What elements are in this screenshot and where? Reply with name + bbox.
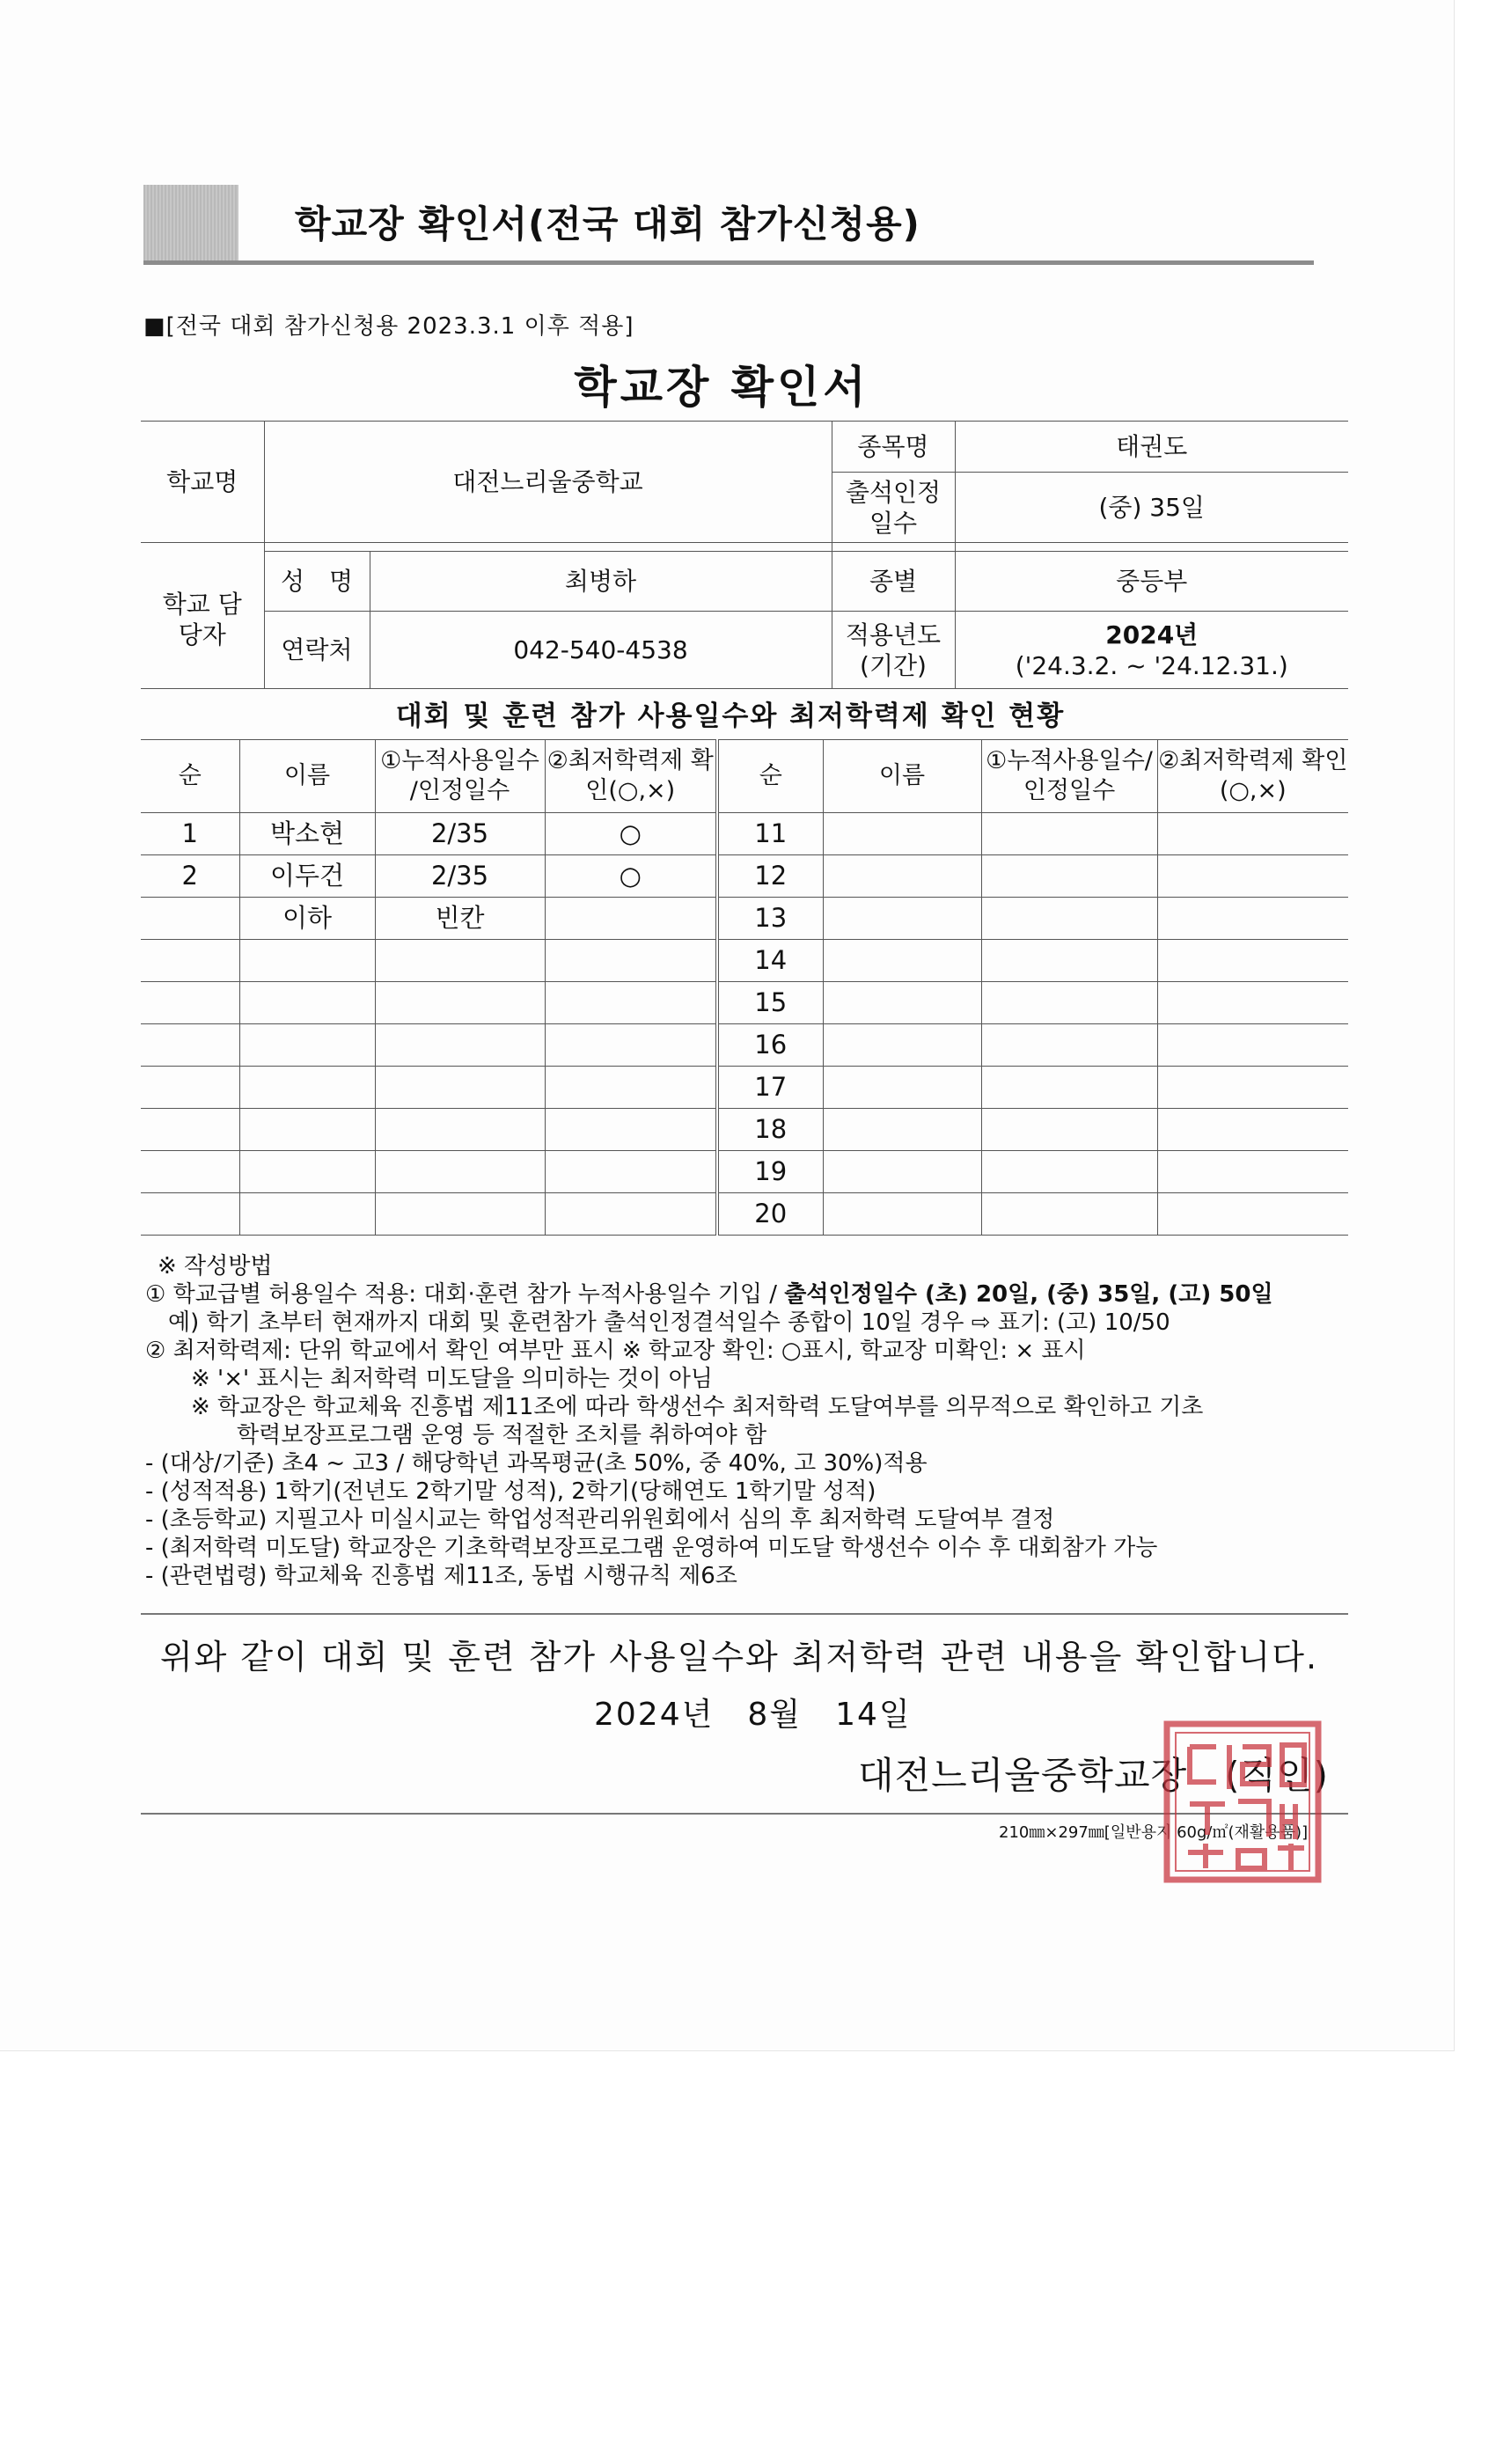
row-seq-right: 11 — [717, 813, 823, 855]
row-seq — [141, 1109, 239, 1151]
row-name — [239, 1067, 375, 1109]
row-check — [545, 1024, 717, 1067]
row-name: 이두건 — [239, 855, 375, 898]
note-1-text: ① 학교급별 허용일수 적용: 대회·훈련 참가 누적사용일수 기입 / — [145, 1281, 785, 1308]
header-days-left: ①누적사용일수 /인정일수 — [375, 740, 545, 813]
row-seq — [141, 1024, 239, 1067]
table-row — [141, 982, 1348, 1024]
row-check-right — [1157, 855, 1348, 898]
row-seq: 2 — [141, 855, 239, 898]
row-seq-right: 17 — [717, 1067, 823, 1109]
row-name: 이하 — [239, 898, 375, 940]
row-check-right — [1157, 813, 1348, 855]
staff-label: 학교 담당자 — [141, 552, 264, 689]
row-days-right — [981, 1067, 1157, 1109]
section-title: 대회 및 훈련 참가 사용일수와 최저학력제 확인 현황 — [395, 700, 1066, 732]
row-name-right — [823, 898, 981, 940]
header-days-right: ①누적사용일수/ 인정일수 — [981, 740, 1157, 813]
row-name — [239, 940, 375, 982]
row-days — [375, 1024, 545, 1067]
row-check-right — [1157, 940, 1348, 982]
row-seq-right: 12 — [717, 855, 823, 898]
row-name-right — [823, 940, 981, 982]
row-check — [545, 1151, 717, 1193]
event-value: 태권도 — [955, 422, 1348, 473]
instructions — [145, 1252, 1360, 1590]
signer: 대전느리울중학교장 (직인) — [858, 1754, 1330, 1797]
note-3: ※ '×' 표시는 최저학력 미도달을 의미하는 것이 아님 — [145, 1366, 713, 1392]
issue-date: 2024년 8월 14일 — [594, 1697, 912, 1733]
row-name-right — [823, 1109, 981, 1151]
note-4: ※ 학교장은 학교체육 진흥법 제11조에 따라 학생선수 최저학력 도달여부를 의무적으로 확인하고 기초 — [145, 1394, 1204, 1420]
official-seal — [1163, 1720, 1322, 1883]
sub-header: ■[전국 대회 참가신청용 2023.3.1 이후 적용] — [143, 313, 634, 340]
row-name — [239, 982, 375, 1024]
header-check-right: ②최저학력제 확인(○,×) — [1157, 740, 1348, 813]
note-8: - (초등학교) 지필고사 미실시교는 학업성적관리위원회에서 심의 후 최저학력 도달여부 결정 — [145, 1507, 1055, 1533]
row-days-right — [981, 1193, 1157, 1236]
row-check-right — [1157, 1067, 1348, 1109]
row-seq — [141, 1193, 239, 1236]
row-name-right — [823, 1151, 981, 1193]
note-2: ② 최저학력제: 단위 학교에서 확인 여부만 표시 ※ 학교장 확인: ○표시, 학교장 미확인: × 표시 — [145, 1338, 1086, 1364]
row-check — [545, 982, 717, 1024]
row-name-right — [823, 1193, 981, 1236]
row-days-right — [981, 982, 1157, 1024]
row-days: 2/35 — [375, 855, 545, 898]
header-name-right: 이름 — [823, 740, 981, 813]
note-10: - (관련법령) 학교체육 진흥법 제11조, 동법 시행규칙 제6조 — [145, 1563, 737, 1589]
row-name-right — [823, 1067, 981, 1109]
table-row — [141, 940, 1348, 982]
row-check-right — [1157, 982, 1348, 1024]
banner-decoration — [143, 185, 238, 262]
note-1 — [145, 1280, 1360, 1309]
row-name-right — [823, 855, 981, 898]
header-seq-left: 순 — [141, 740, 239, 813]
row-check — [545, 940, 717, 982]
row-name-right — [823, 982, 981, 1024]
row-seq-right: 15 — [717, 982, 823, 1024]
note-7: - (성적적용) 1학기(전년도 2학기말 성적), 2학기(당해연도 1학기말 성적) — [145, 1478, 876, 1505]
row-days — [375, 1151, 545, 1193]
period-value: ('24.3.2. ~ '24.12.31.) — [1015, 650, 1288, 680]
table-row — [141, 1024, 1348, 1067]
row-seq-right: 14 — [717, 940, 823, 982]
row-days — [375, 1067, 545, 1109]
row-check — [545, 1067, 717, 1109]
division-label: 종별 — [832, 552, 955, 612]
row-check-right — [1157, 898, 1348, 940]
note-5: 학력보장프로그램 운영 등 적절한 조치를 취하여야 함 — [145, 1422, 767, 1448]
attend-label: 출석인정 일수 — [832, 473, 955, 543]
table-row — [141, 813, 1348, 855]
row-check — [545, 1193, 717, 1236]
row-days — [375, 1109, 545, 1151]
row-days-right — [981, 1151, 1157, 1193]
note-9: - (최저학력 미도달) 학교장은 기초학력보장프로그램 운영하여 미도달 학생선수 이수 후 대회참가 가능 — [145, 1535, 1158, 1561]
row-check-right — [1157, 1024, 1348, 1067]
row-name-right — [823, 1024, 981, 1067]
division-value: 중등부 — [955, 552, 1348, 612]
row-seq-right: 16 — [717, 1024, 823, 1067]
confirm-statement: 위와 같이 대회 및 훈련 참가 사용일수와 최저학력 관련 내용을 확인합니다. — [159, 1638, 1319, 1676]
participation-table — [141, 739, 1348, 1236]
row-seq — [141, 898, 239, 940]
row-check-right — [1157, 1109, 1348, 1151]
table-row — [141, 1067, 1348, 1109]
notes-divider — [141, 1613, 1348, 1615]
info-table — [141, 421, 1348, 689]
table-row — [141, 1193, 1348, 1236]
row-days: 2/35 — [375, 813, 545, 855]
row-days-right — [981, 1109, 1157, 1151]
row-seq — [141, 940, 239, 982]
row-days — [375, 982, 545, 1024]
table-row — [141, 1109, 1348, 1151]
row-days-right — [981, 855, 1157, 898]
row-days — [375, 940, 545, 982]
row-check — [545, 1109, 717, 1151]
row-seq-right: 20 — [717, 1193, 823, 1236]
row-days-right — [981, 1024, 1157, 1067]
row-name-right — [823, 813, 981, 855]
row-seq-right: 19 — [717, 1151, 823, 1193]
contact-label: 연락처 — [264, 612, 370, 689]
row-name — [239, 1024, 375, 1067]
banner-title: 학교장 확인서(전국 대회 참가신청용) — [295, 202, 920, 246]
row-check — [545, 898, 717, 940]
header-name-left: 이름 — [239, 740, 375, 813]
name-label: 성 명 — [264, 552, 370, 612]
row-name: 박소현 — [239, 813, 375, 855]
row-seq — [141, 1067, 239, 1109]
row-seq — [141, 1151, 239, 1193]
row-days-right — [981, 898, 1157, 940]
row-check-right — [1157, 1151, 1348, 1193]
row-days — [375, 1193, 545, 1236]
paper-spec: 210㎜×297㎜[일반용지 60g/㎡(재활용품)] — [999, 1823, 1309, 1842]
row-name — [239, 1151, 375, 1193]
table-row — [141, 855, 1348, 898]
year-cell — [955, 612, 1348, 689]
row-days: 빈칸 — [375, 898, 545, 940]
header-check-left: ②최저학력제 확인(○,×) — [545, 740, 717, 813]
table-row — [141, 1151, 1348, 1193]
row-days-right — [981, 813, 1157, 855]
note-1-bold: 출석인정일수 (초) 20일, (중) 35일, (고) 50일 — [784, 1281, 1273, 1308]
row-check: ○ — [545, 813, 717, 855]
row-check-right — [1157, 1193, 1348, 1236]
notes-heading: ※ 작성방법 — [158, 1253, 273, 1280]
doc-title: 학교장 확인서 — [574, 362, 869, 413]
row-name — [239, 1109, 375, 1151]
note-6: - (대상/기준) 초4 ~ 고3 / 해당학년 과목평균(초 50%, 중 40%, 고 30%)적용 — [145, 1450, 928, 1477]
contact-value: 042-540-4538 — [370, 612, 832, 689]
school-name: 대전느리울중학교 — [264, 422, 832, 543]
banner-rule — [143, 260, 1314, 265]
year-value: 2024년 — [1105, 620, 1199, 649]
year-label: 적용년도 (기간) — [832, 612, 955, 689]
header-seq-right: 순 — [717, 740, 823, 813]
row-seq-right: 18 — [717, 1109, 823, 1151]
attend-value: (중) 35일 — [955, 473, 1348, 543]
note-1-example: 예) 학기 초부터 현재까지 대회 및 훈련참가 출석인정결석일수 종합이 10일 경우 ⇨ 표기: (고) 10/50 — [145, 1309, 1170, 1336]
row-check: ○ — [545, 855, 717, 898]
row-name — [239, 1193, 375, 1236]
event-label: 종목명 — [832, 422, 955, 473]
name-value: 최병하 — [370, 552, 832, 612]
school-label: 학교명 — [141, 422, 264, 543]
row-seq — [141, 982, 239, 1024]
row-seq-right: 13 — [717, 898, 823, 940]
table-row — [141, 898, 1348, 940]
row-seq: 1 — [141, 813, 239, 855]
row-days-right — [981, 940, 1157, 982]
